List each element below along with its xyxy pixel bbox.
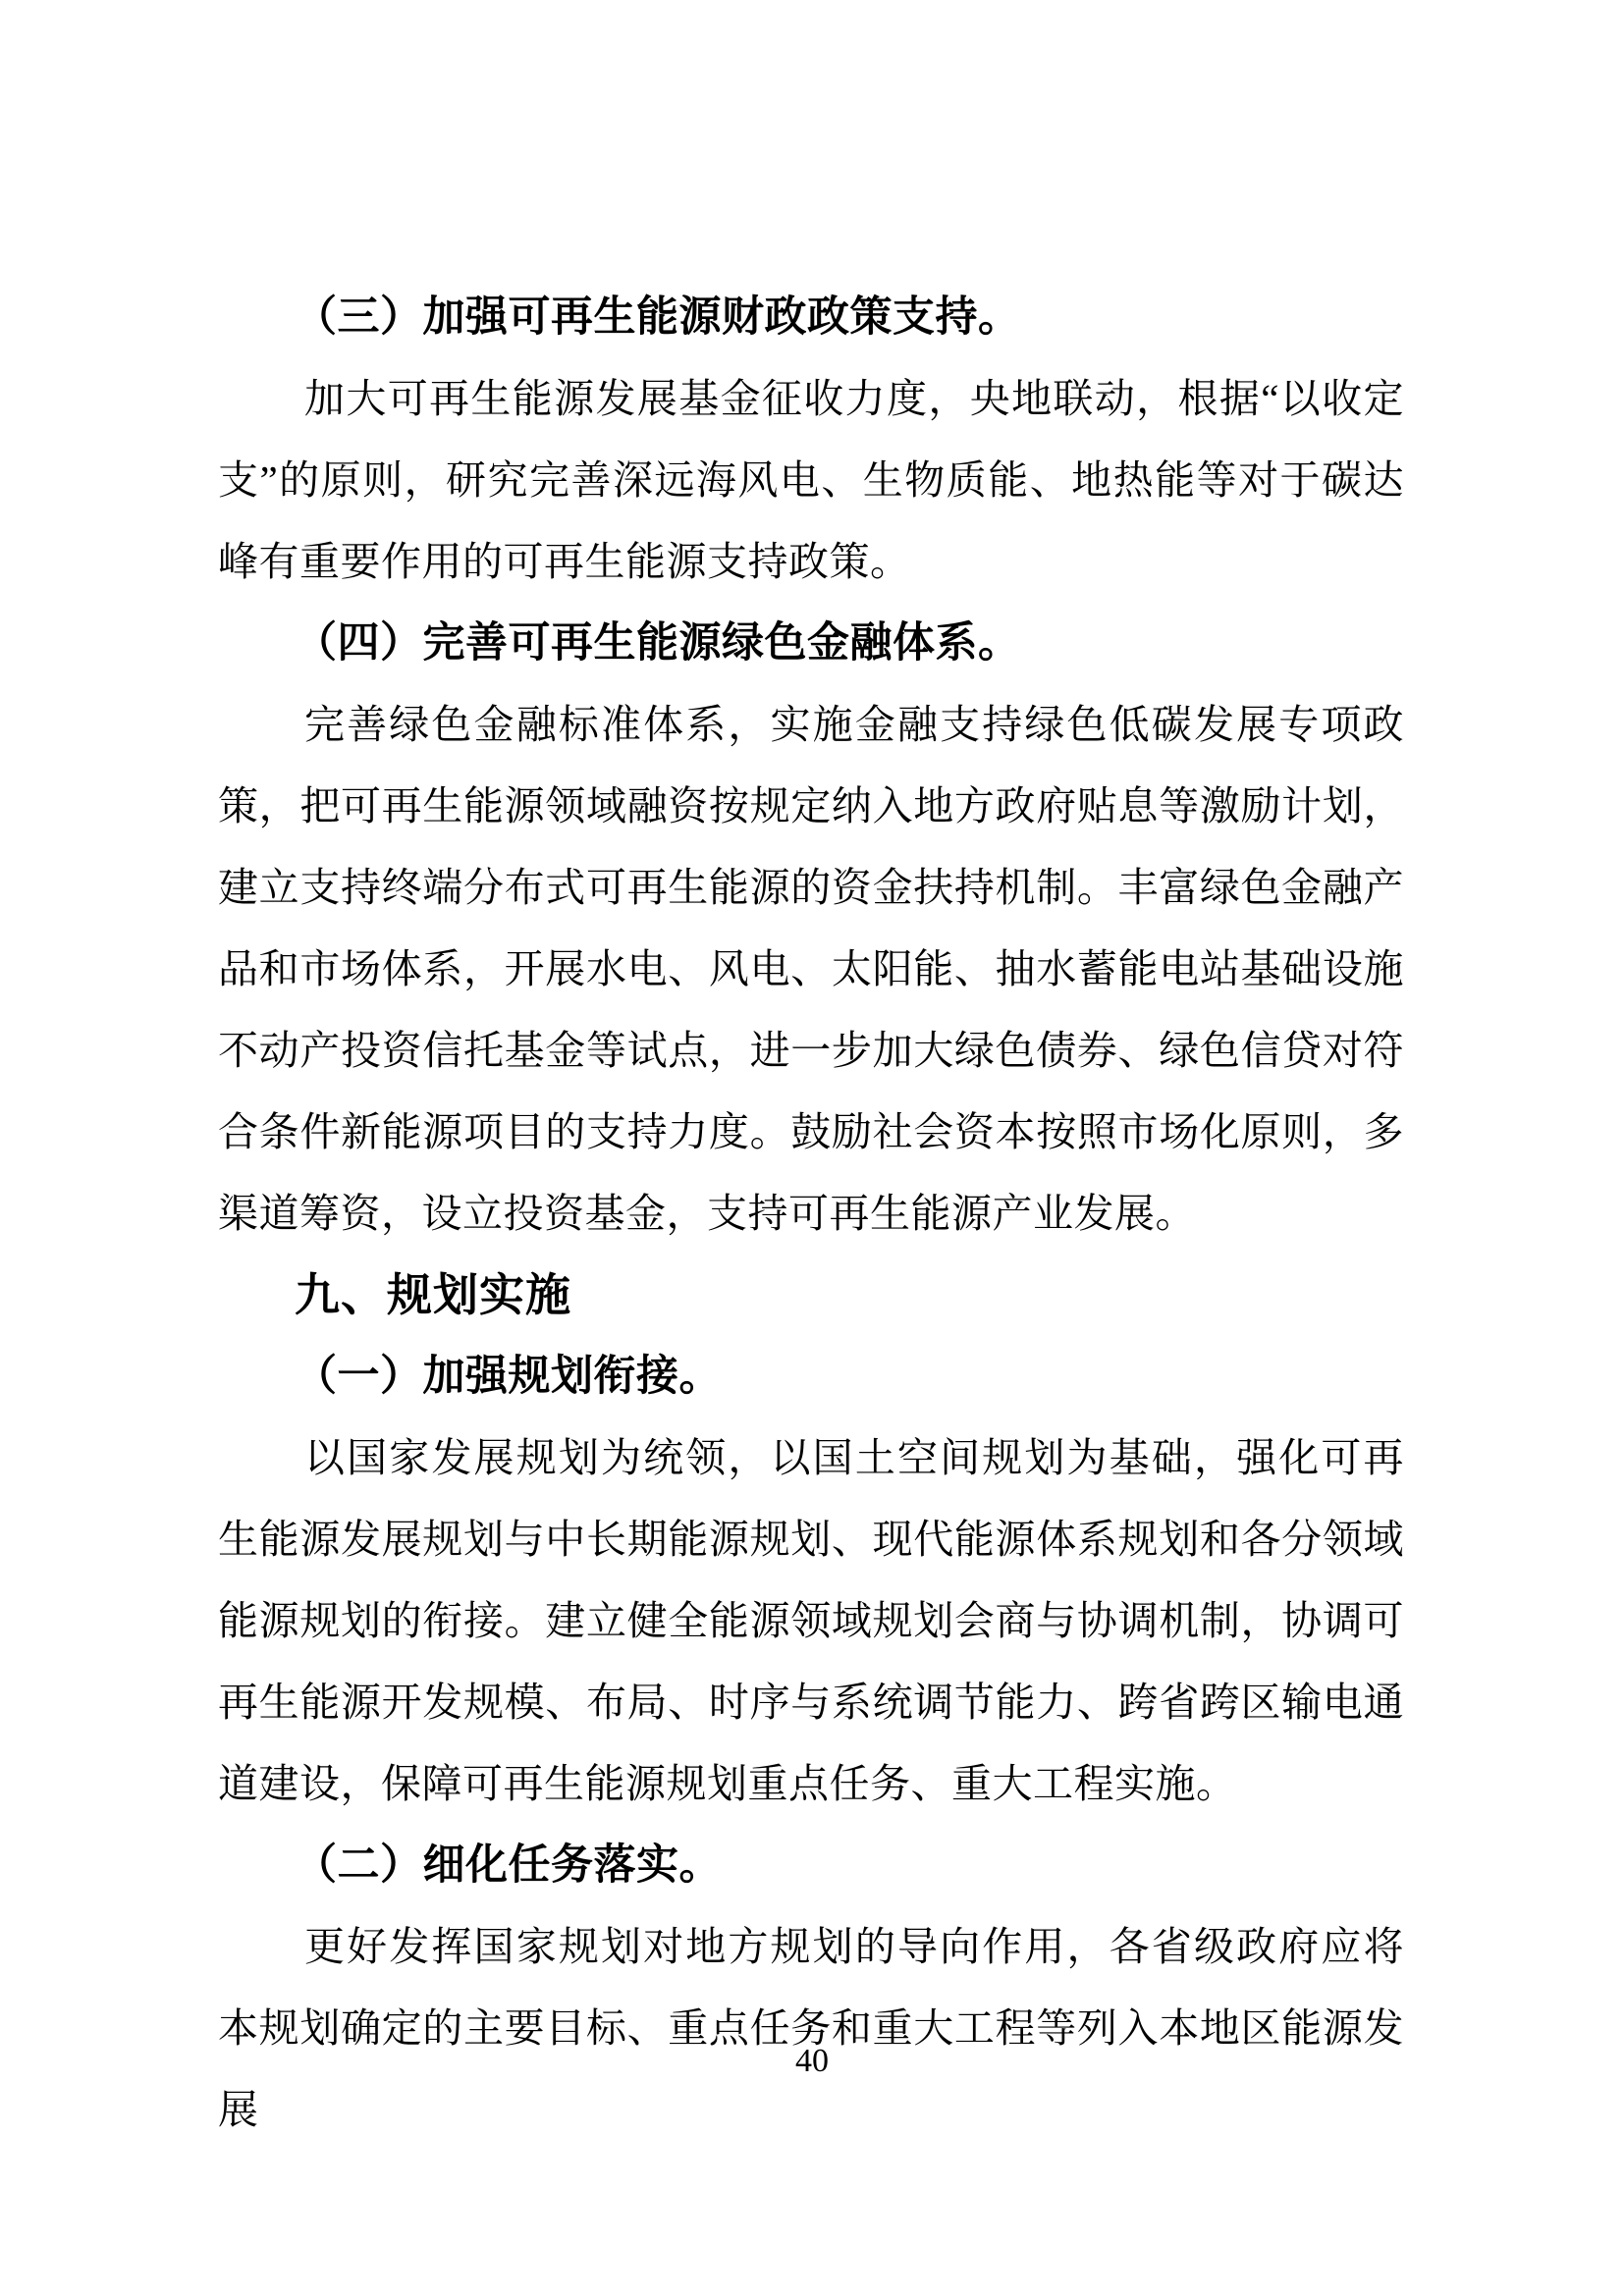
- paragraph-fiscal-policy: 加大可再生能源发展基金征收力度，央地联动，根据“以收定支”的原则，研究完善深远海风电、生物质能、地热能等对于碳达峰有重要作用的可再生能源支持政策。: [218, 376, 1404, 584]
- subsection-heading-2: （二）细化任务落实。: [295, 1842, 722, 1889]
- document-text-block: [218, 277, 1404, 2151]
- subsection-heading-1: （一）加强规划衔接。: [295, 1354, 722, 1400]
- paragraph-green-finance: 完善绿色金融标准体系，实施金融支持绿色低碳发展专项政策，把可再生能源领域融资按规定纳入地方政府贴息等激励计划，建立支持终端分布式可再生能源的资金扶持机制。丰富绿色金融产品和市场体系，开展水电、风电、太阳能、抽水蓄能电站基础设施不动产投资信托基金等试点，进一步加大绿色债券、绿色信贷对符合条件新能源项目的支持力度。鼓励社会资本按照市场化原则，多渠道筹资，设立投资基金，支持可再生能源产业发展。: [218, 702, 1404, 1236]
- paragraph-task-implementation: 更好发挥国家规划对地方规划的导向作用，各省级政府应将本规划确定的主要目标、重点任务和重大工程等列入本地区能源发展: [218, 1924, 1404, 2132]
- subsection-heading-3: （三）加强可再生能源财政政策支持。: [295, 294, 1021, 341]
- chapter-heading-9: 九、规划实施: [295, 1269, 571, 1320]
- subsection-heading-4: （四）完善可再生能源绿色金融体系。: [295, 620, 1021, 667]
- page-number: 40: [795, 2043, 829, 2079]
- paragraph-plan-coordination: 以国家发展规划为统领，以国土空间规划为基础，强化可再生能源发展规划与中长期能源规划、现代能源体系规划和各分领域能源规划的衔接。建立健全能源领域规划会商与协调机制，协调可再生能源开发规模、布局、时序与系统调节能力、跨省跨区输电通道建设，保障可再生能源规划重点任务、重大工程实施。: [218, 1435, 1404, 1806]
